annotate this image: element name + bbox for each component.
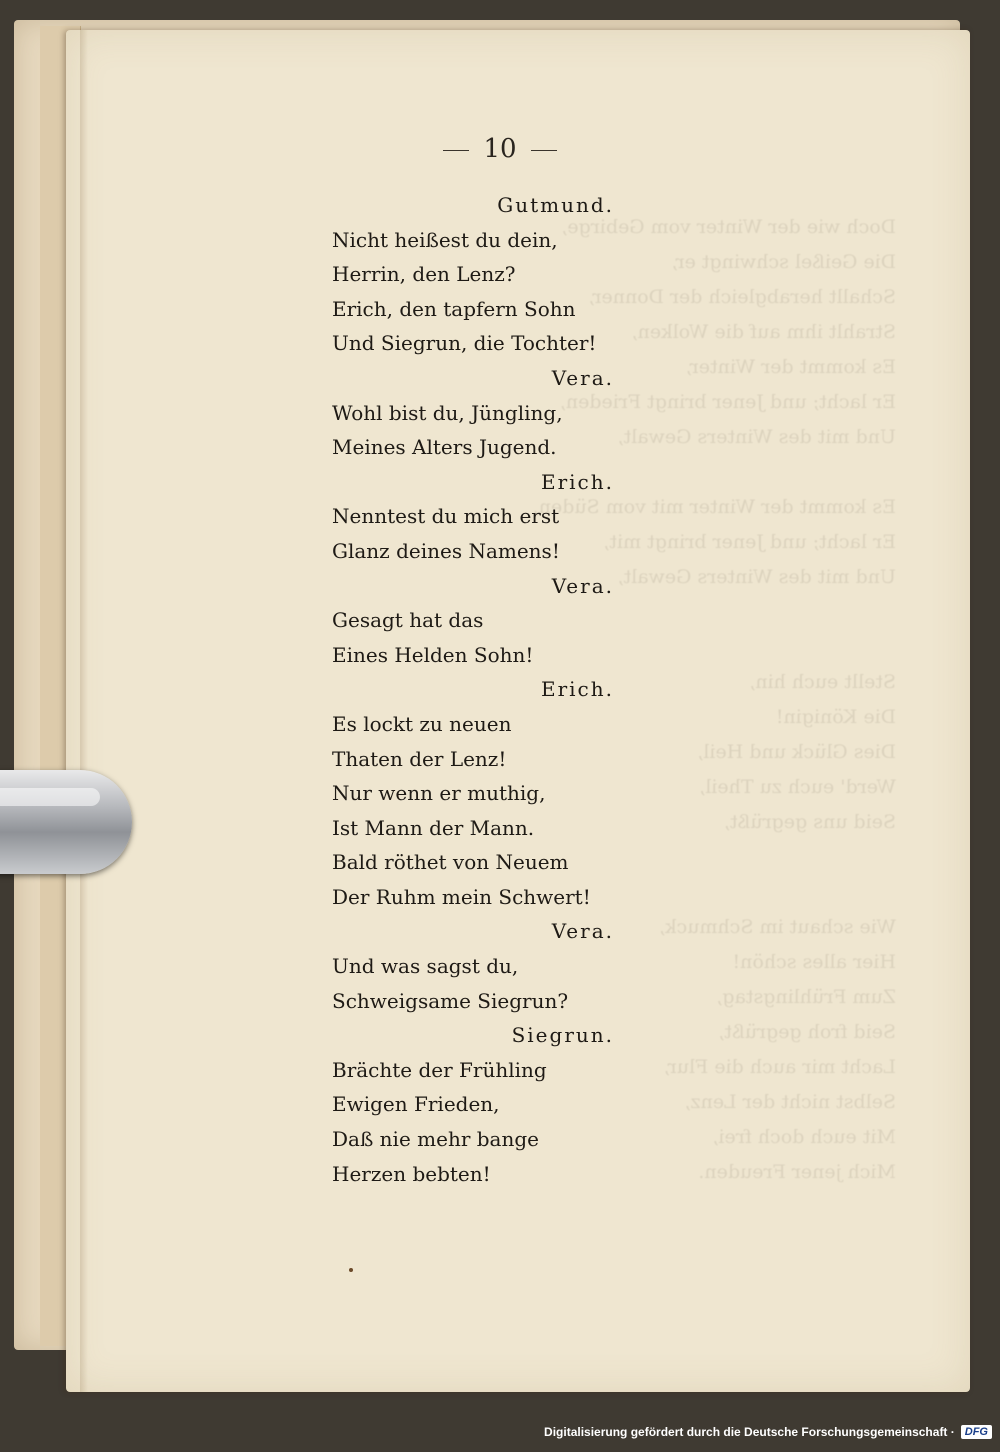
verse-line: Gesagt hat das <box>332 608 484 633</box>
right-dash <box>531 150 557 151</box>
verse-line: Ist Mann der Mann. <box>332 815 535 840</box>
verse-line: Ewigen Frieden, <box>332 1092 500 1117</box>
verse-line: Der Ruhm mein Schwert! <box>332 884 591 909</box>
verse-line: Es lockt zu neuen <box>332 711 512 736</box>
speaker-name: Erich. <box>541 469 614 494</box>
verse-line: Meines Alters Jugend. <box>332 435 557 460</box>
left-dash <box>443 150 469 151</box>
verse-line: Nur wenn er muthig, <box>332 781 546 806</box>
dfg-logo-icon: DFG <box>961 1425 992 1439</box>
verse-line: Bald röthet von Neuem <box>332 850 569 875</box>
metal-clip <box>0 770 132 874</box>
speaker-name: Siegrun. <box>511 1023 614 1048</box>
verse-line: Daß nie mehr bange <box>332 1127 539 1152</box>
paper-speck <box>349 1268 353 1272</box>
verse-line: Glanz deines Namens! <box>332 538 560 563</box>
page-number <box>0 134 1000 164</box>
speaker-name: Erich. <box>541 677 614 702</box>
footer-credit: Digitalisierung gefördert durch die Deutsche Forschungsgemeinschaft · <box>544 1425 955 1439</box>
verse-line: Eines Helden Sohn! <box>332 642 534 667</box>
verse-line: Brächte der Frühling <box>332 1057 547 1082</box>
speaker-name: Vera. <box>551 573 614 598</box>
page-number-value: 10 <box>483 134 517 164</box>
verse-line: Herrin, den Lenz? <box>332 262 516 287</box>
verse-line: Herzen bebten! <box>332 1161 491 1186</box>
speaker-name: Gutmund. <box>497 193 614 217</box>
show-through-text: Doch wie der Winter vom Gebirge, Die Geißel schwingt er, Schallt herabgleich der Donner, Strahlt ihm auf die Wolken, Es kommt der Winter, Er lacht; und Jener bringt Frieden, Und mit des Winters Gewalt, Es kommt der Winter mit vom Süden, Er lacht; und Jener bringt mit, Und mit des Winters Gewalt, Stellt euch hin, Die Königin! Dies Glück und Heil, Werd' euch zu Theil, Seid uns gegrüßt, Wie schaut im Schmuck, Hier alles schön! Zum Frühlingstag, Seid froh gegrüßt, Lacht mir auch die Flur, Selbst nicht der Lenz, Mit euch doch frei, Mich jener Freuden. <box>532 216 896 1183</box>
verse-line: Erich, den tapfern Sohn <box>332 296 576 321</box>
speaker-name: Vera. <box>551 365 614 390</box>
verse-line: Nenntest du mich erst <box>332 504 560 529</box>
verse-line: Schweigsame Siegrun? <box>332 988 569 1013</box>
speaker-name: Vera. <box>551 919 614 944</box>
verse-line: Wohl bist du, Jüngling, <box>332 400 563 425</box>
verse-line: Und Siegrun, die Tochter! <box>332 331 597 356</box>
verse-text <box>332 188 632 1191</box>
verse-line: Und was sagst du, <box>332 954 519 979</box>
verse-line: Thaten der Lenz! <box>332 746 507 771</box>
digitization-footer <box>544 1422 992 1442</box>
verse-line: Nicht heißest du dein, <box>332 227 558 252</box>
